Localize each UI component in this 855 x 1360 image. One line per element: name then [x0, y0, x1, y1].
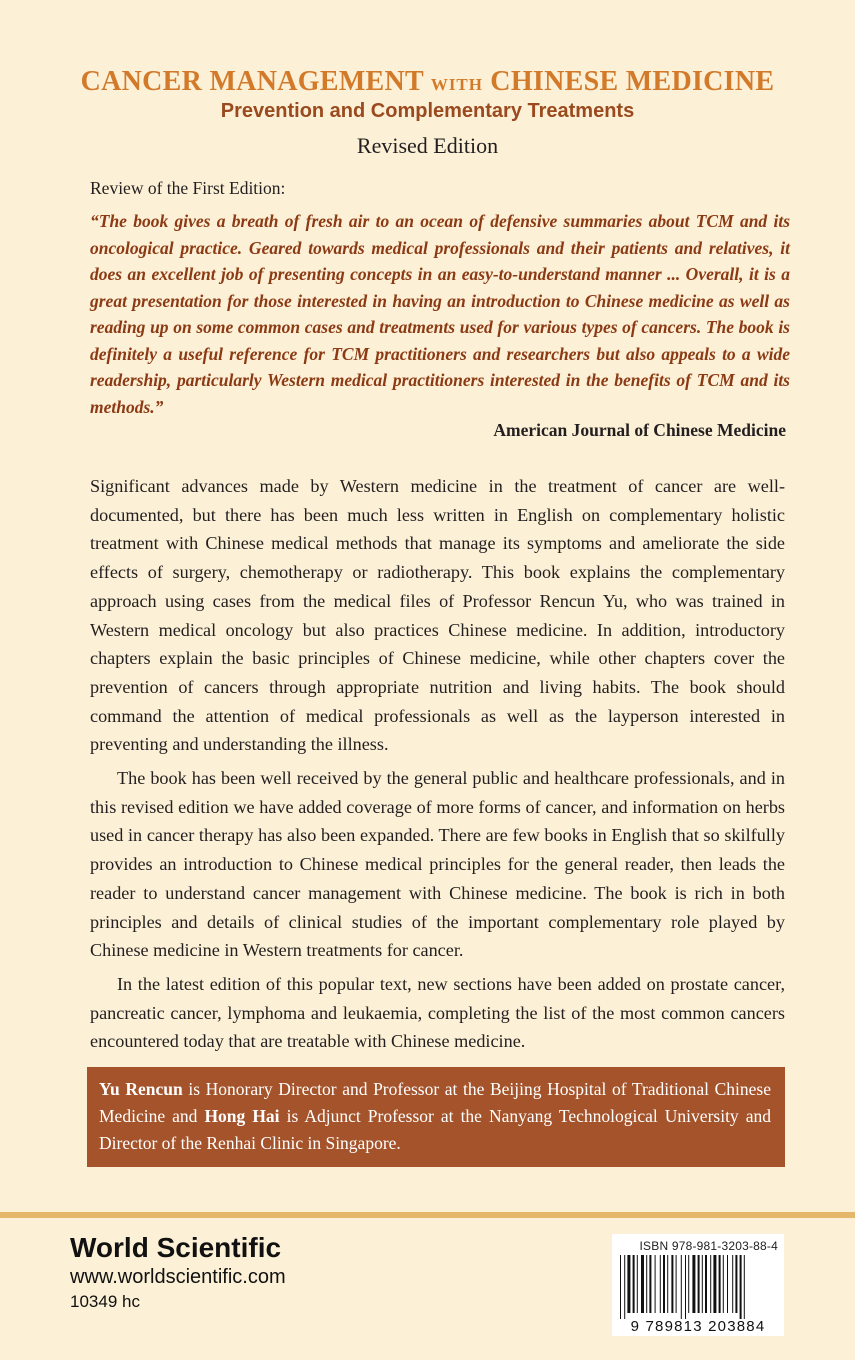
barcode-bar — [713, 1255, 716, 1313]
barcode-bar — [723, 1255, 724, 1313]
description-paragraph-3: In the latest edition of this popular text, new sections have been added on prostate cancer, pancreatic cancer, lymphoma and leukaemia, completing the list of the most common cancers encountered today that are treatable with Chinese medicine. — [90, 973, 785, 1052]
edition-label: Revised Edition — [356, 133, 499, 158]
barcode-bar — [732, 1255, 733, 1313]
review-heading: Review of the First Edition: — [90, 178, 286, 198]
title-part1: CANCER MANAGEMENT — [80, 66, 431, 97]
barcode-box — [612, 1234, 784, 1336]
barcode-bar — [655, 1255, 656, 1313]
book-subtitle: Prevention and Complementary Treatments — [220, 100, 635, 122]
barcode-bar — [671, 1255, 673, 1313]
author2-bio: is Adjunct Professor at the Nanyang Technological University and Director of the Renhai Clinic in Singapore. — [99, 1106, 771, 1153]
barcode-digits: 9 789813 203884 — [630, 1318, 766, 1335]
barcode-bar — [710, 1255, 711, 1313]
barcode-bar — [676, 1255, 677, 1313]
author2-name: Hong Hai — [204, 1106, 280, 1126]
review-quote: “The book gives a breath of fresh air to an ocean of defensive summaries about TCM and its oncological practice. Geared towards medical professionals and their patients and relatives, it does an excellent job of presenting concepts in an easy-to-understand manner ... Overall, it is a great presentation for those interested in having an introduction to Chinese medicine as well as reading up on some common cases and treatments used for various types of cancers. The book is definitely a useful reference for TCM practitioners and researchers but also appeals to a wide readership, particularly Western medical practitioners interested in the benefits of TCM and its methods.” — [90, 211, 790, 417]
product-code: 10349 hc — [70, 1292, 140, 1311]
barcode-bar — [663, 1255, 665, 1313]
barcode-bar — [719, 1255, 721, 1313]
title-part2: CHINESE MEDICINE — [483, 66, 775, 97]
barcode-bar — [641, 1255, 644, 1313]
description — [90, 472, 785, 1061]
description-paragraph-1: Significant advances made by Western medicine in the treatment of cancer are well-documented, but there has been much less written in English on complementary holistic treatment with Chinese medical methods that manage its symptoms and ameliorate the side effects of surgery, chemotherapy or radiotherapy. This book explains the complementary approach using cases from the medical files of Professor Rencun Yu, who was trained in Western medical oncology but also practices Chinese medicine. In addition, introductory chapters explain the basic principles of Chinese medicine, while other chapters cover the prevention of cancers through appropriate nutrition and living habits. The book should command the attention of medical professionals as well as the layperson interested in preventing and understanding the illness. — [90, 476, 785, 755]
footer-divider — [0, 1212, 855, 1218]
barcode-bar — [667, 1255, 668, 1313]
book-title — [0, 66, 855, 98]
barcode-bar — [627, 1255, 630, 1313]
barcode-bar — [681, 1255, 682, 1319]
barcode-bar — [620, 1255, 621, 1319]
barcode-bar — [637, 1255, 638, 1313]
isbn-label: ISBN 978-981-3203-88-4 — [639, 1239, 778, 1253]
barcode-bar — [685, 1255, 686, 1319]
barcode-bar — [727, 1255, 728, 1313]
barcode-icon — [618, 1255, 778, 1319]
publisher-name: World Scientific — [70, 1232, 282, 1263]
barcode-bar — [688, 1255, 689, 1313]
barcode-bar — [633, 1255, 635, 1313]
barcode-bar — [705, 1255, 707, 1313]
barcode-bar — [624, 1255, 625, 1319]
barcode-bar — [649, 1255, 651, 1313]
barcode-bar — [740, 1255, 742, 1319]
author1-name: Yu Rencun — [99, 1079, 183, 1099]
author-bio-box — [87, 1067, 785, 1167]
barcode-bar — [698, 1255, 700, 1313]
barcode-bar — [744, 1255, 745, 1319]
description-paragraph-2: The book has been well received by the general public and healthcare professionals, and in this revised edition we have added coverage of more forms of cancer, and information on herbs used in cancer therapy has also been expanded. There are few books in English that so skilfully provides an introduction to Chinese medical principles for the general reader, then leads the reader to understand cancer management with Chinese medicine. The book is rich in both principles and details of clinical studies of the important complementary role played by Chinese medicine in Western treatments for cancer. — [90, 768, 785, 961]
barcode-bar — [692, 1255, 695, 1313]
author1-bio: is Honorary Director and Professor at the Beijing Hospital of Traditional Chinese Medicine and — [99, 1079, 771, 1126]
barcode-bar — [646, 1255, 647, 1313]
barcode-bar — [735, 1255, 737, 1313]
title-with: WITH — [430, 75, 483, 94]
publisher-website: www.worldscientific.com — [70, 1266, 286, 1288]
barcode-bar — [660, 1255, 661, 1313]
barcode-bar — [702, 1255, 703, 1313]
review-source: American Journal of Chinese Medicine — [493, 420, 786, 440]
